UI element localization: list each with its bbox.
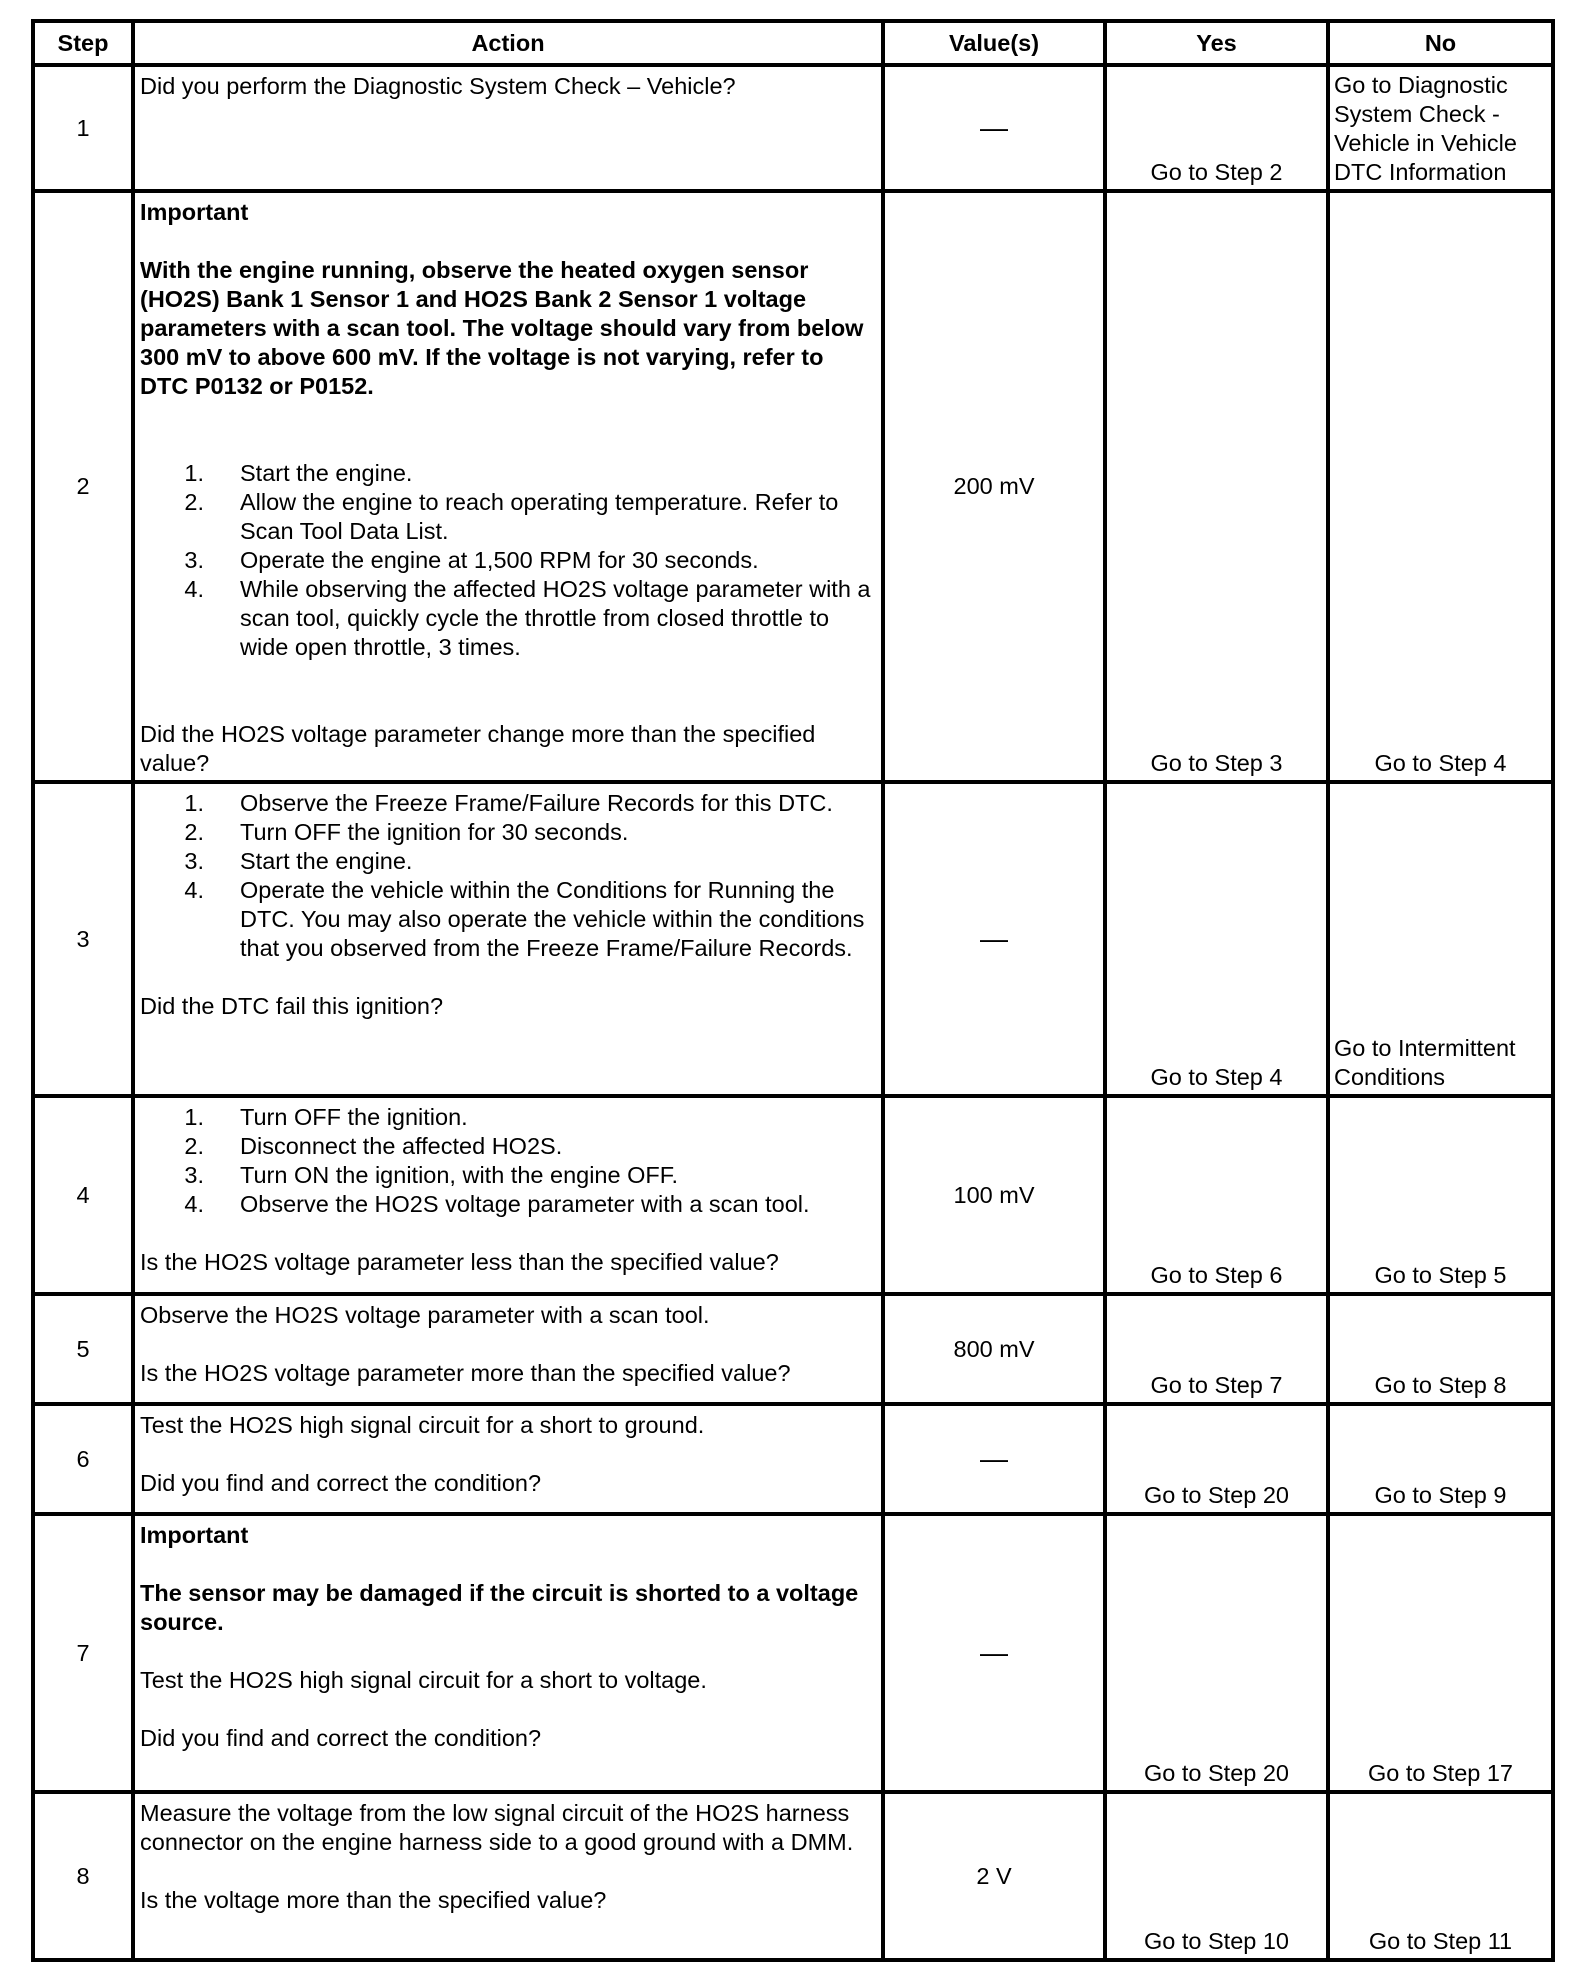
list-text: Turn OFF the ignition. (240, 1104, 468, 1130)
yes-link[interactable]: Go to Step 7 (1150, 1372, 1283, 1398)
action-cell (133, 1514, 883, 1792)
action-cell (133, 1096, 883, 1294)
list-number: 4. (184, 877, 204, 903)
step-number: 5 (33, 1294, 133, 1404)
list-number: 4. (184, 1191, 204, 1217)
list-item (140, 789, 875, 818)
no-cell (1328, 1404, 1553, 1514)
no-line: System Check - (1334, 101, 1500, 127)
yes-link[interactable]: Go to Step 4 (1150, 1064, 1283, 1090)
header-values: Value(s) (883, 21, 1105, 65)
action-cell (133, 1404, 883, 1514)
action-text: Test the HO2S high signal circuit for a short to ground. (140, 1412, 705, 1438)
list-number: 3. (184, 848, 204, 874)
diagnostic-table-document (31, 19, 1555, 1962)
list-number: 2. (184, 819, 204, 845)
list-text: Allow the engine to reach operating temperature. Refer to Scan Tool Data List. (240, 489, 839, 544)
action-cell (133, 1792, 883, 1960)
value-text: — (980, 111, 1008, 143)
list-number: 2. (184, 489, 204, 515)
table-row-step-8 (33, 1792, 1553, 1960)
yes-cell (1105, 1294, 1328, 1404)
table-row-step-6 (33, 1404, 1553, 1514)
table-row-step-7 (33, 1514, 1553, 1792)
list-number: 3. (184, 1162, 204, 1188)
list-item (140, 847, 875, 876)
value-text: — (980, 1636, 1008, 1668)
question-text: Did the DTC fail this ignition? (140, 993, 444, 1019)
yes-cell (1105, 1404, 1328, 1514)
list-text: Start the engine. (240, 848, 413, 874)
list-number: 2. (184, 1133, 204, 1159)
list-number: 4. (184, 576, 204, 602)
list-item (140, 575, 875, 662)
list-text: Turn ON the ignition, with the engine OFF. (240, 1162, 679, 1188)
yes-cell (1105, 65, 1328, 191)
question-text: Is the HO2S voltage parameter less than the specified value? (140, 1249, 779, 1275)
list-number: 1. (184, 1104, 204, 1130)
table-row-step-5 (33, 1294, 1553, 1404)
no-link[interactable]: Go to Step 17 (1367, 1760, 1514, 1786)
no-cell (1328, 1792, 1553, 1960)
value-cell (883, 1294, 1105, 1404)
no-link[interactable]: Go to Step 5 (1374, 1262, 1507, 1288)
value-cell (883, 1514, 1105, 1792)
yes-cell (1105, 1792, 1328, 1960)
step-number: 7 (33, 1514, 133, 1792)
list-item (140, 1190, 875, 1219)
no-cell (1328, 1096, 1553, 1294)
action-cell (133, 782, 883, 1096)
no-line: Go to Diagnostic (1334, 72, 1508, 98)
list-text: Operate the vehicle within the Conditions for Running the DTC. You may also operate the vehicle within the conditions that you observed from the Freeze Frame/Failure Records. (240, 877, 865, 961)
no-link[interactable]: Go to Step 9 (1374, 1482, 1507, 1508)
value-cell (883, 1096, 1105, 1294)
yes-link[interactable]: Go to Step 6 (1150, 1262, 1283, 1288)
table-row-step-1 (33, 65, 1553, 191)
important-text: With the engine running, observe the heated oxygen sensor (HO2S) Bank 1 Sensor 1 and HO2S Bank 2 Sensor 1 voltage parameters with a scan tool. The voltage should vary from below 300 mV to above 600 mV. If the voltage is not varying, refer to DTC P0132 or P0152. (140, 257, 864, 399)
list-item (140, 1103, 875, 1132)
list-item (140, 818, 875, 847)
yes-link[interactable]: Go to Step 10 (1143, 1928, 1290, 1954)
header-row (33, 21, 1553, 65)
question-text: Is the HO2S voltage parameter more than the specified value? (140, 1360, 791, 1386)
list-item (140, 459, 875, 488)
header-yes: Yes (1105, 21, 1328, 65)
step-number: 3 (33, 782, 133, 1096)
step-number: 4 (33, 1096, 133, 1294)
no-cell (1328, 1294, 1553, 1404)
list-item (140, 876, 875, 963)
list-item (140, 546, 875, 575)
procedure-list (140, 459, 875, 662)
no-cell (1328, 782, 1553, 1096)
question-text: Did you find and correct the condition? (140, 1725, 542, 1751)
procedure-list (140, 1103, 875, 1219)
value-text: — (980, 922, 1008, 954)
action-text: Did you perform the Diagnostic System Check – Vehicle? (140, 73, 736, 99)
value-text: 100 mV (953, 1181, 1035, 1208)
diagnostic-table (31, 19, 1555, 1962)
no-line: Go to Intermittent (1334, 1035, 1516, 1061)
step-number: 2 (33, 191, 133, 782)
value-text: 800 mV (953, 1335, 1035, 1362)
no-link[interactable]: Go to Step 11 (1368, 1928, 1513, 1954)
action-text: Measure the voltage from the low signal circuit of the HO2S harness connector on the engine harness side to a good ground with a DMM. (140, 1800, 854, 1855)
question-text: Did you find and correct the condition? (140, 1470, 542, 1496)
value-text: 200 mV (953, 473, 1035, 499)
list-item (140, 488, 875, 546)
value-cell (883, 191, 1105, 782)
list-item (140, 1132, 875, 1161)
action-cell (133, 1294, 883, 1404)
list-text: Start the engine. (240, 460, 413, 486)
no-link[interactable]: Go to Step 4 (1374, 750, 1507, 776)
yes-cell (1105, 1096, 1328, 1294)
list-text: Observe the Freeze Frame/Failure Records for this DTC. (240, 790, 833, 816)
list-text: Disconnect the affected HO2S. (240, 1133, 563, 1159)
step-number: 6 (33, 1404, 133, 1514)
value-text: 2 V (976, 1862, 1012, 1889)
yes-link[interactable]: Go to Step 2 (1150, 159, 1283, 185)
table-row-step-2 (33, 191, 1553, 782)
important-label: Important (140, 1522, 249, 1548)
list-text: Turn OFF the ignition for 30 seconds. (240, 819, 629, 845)
no-link[interactable]: Go to Step 8 (1374, 1372, 1507, 1398)
yes-link[interactable]: Go to Step 3 (1150, 750, 1283, 776)
no-line: Conditions (1334, 1064, 1446, 1090)
header-no: No (1328, 21, 1553, 65)
list-text: Observe the HO2S voltage parameter with a scan tool. (240, 1191, 810, 1217)
no-link[interactable] (1334, 71, 1551, 187)
no-link[interactable] (1334, 1034, 1551, 1092)
action-cell (133, 65, 883, 191)
yes-link[interactable]: Go to Step 20 (1143, 1760, 1290, 1786)
step-number: 1 (33, 65, 133, 191)
list-text: While observing the affected HO2S voltage parameter with a scan tool, quickly cycle the throttle from closed throttle to wide open throttle, 3 times. (240, 576, 871, 660)
header-step: Step (33, 21, 133, 65)
yes-link[interactable]: Go to Step 20 (1143, 1482, 1290, 1508)
no-cell (1328, 65, 1553, 191)
list-number: 3. (184, 547, 204, 573)
question-text: Did the HO2S voltage parameter change more than the specified value? (140, 721, 816, 776)
list-number: 1. (184, 790, 204, 816)
procedure-list (140, 789, 875, 963)
value-cell (883, 1792, 1105, 1960)
action-text: Test the HO2S high signal circuit for a short to voltage. (140, 1667, 707, 1693)
list-number: 1. (184, 460, 204, 486)
value-cell (883, 1404, 1105, 1514)
list-text: Operate the engine at 1,500 RPM for 30 seconds. (240, 547, 759, 573)
step-number: 8 (33, 1792, 133, 1960)
value-cell (883, 65, 1105, 191)
yes-cell (1105, 191, 1328, 782)
action-text: Observe the HO2S voltage parameter with a scan tool. (140, 1302, 710, 1328)
no-cell (1328, 191, 1553, 782)
important-text: The sensor may be damaged if the circuit is shorted to a voltage source. (140, 1580, 859, 1635)
yes-cell (1105, 1514, 1328, 1792)
no-cell (1328, 1514, 1553, 1792)
question-text: Is the voltage more than the specified value? (140, 1887, 607, 1913)
important-label: Important (140, 199, 249, 225)
table-row-step-4 (33, 1096, 1553, 1294)
action-cell (133, 191, 883, 782)
value-cell (883, 782, 1105, 1096)
header-action: Action (133, 21, 883, 65)
table-row-step-3 (33, 782, 1553, 1096)
no-line: Vehicle in Vehicle (1334, 130, 1517, 156)
yes-cell (1105, 782, 1328, 1096)
value-text: — (980, 1442, 1008, 1474)
no-line: DTC Information (1334, 159, 1507, 185)
list-item (140, 1161, 875, 1190)
